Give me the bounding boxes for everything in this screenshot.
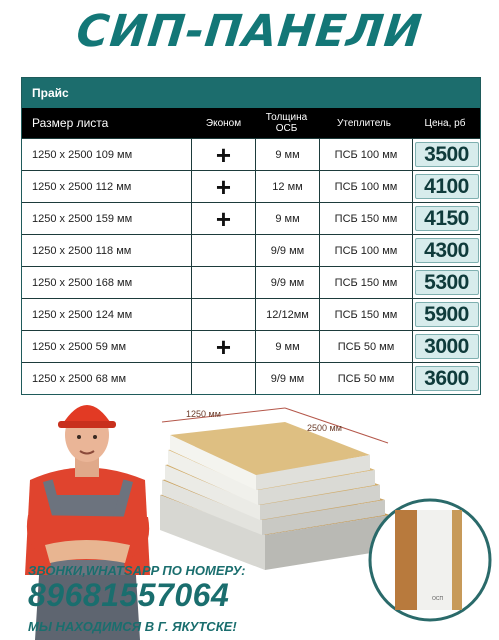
sip-panel-stack <box>160 408 390 570</box>
cell-size: 1250 х 2500 68 мм <box>22 363 192 394</box>
cell-insulation: ПСБ 100 мм <box>320 139 413 170</box>
phone-number[interactable]: 89681557064 <box>28 577 230 613</box>
table-caption: Прайс <box>22 78 480 108</box>
header-size: Размер листа <box>32 115 109 130</box>
cell-size: 1250 х 2500 109 мм <box>22 139 192 170</box>
cell-price-value: 4150 <box>415 206 479 231</box>
wall-section-badge <box>370 500 490 620</box>
table-row <box>22 202 480 234</box>
cell-size: 1250 х 2500 124 мм <box>22 299 192 330</box>
table-body <box>22 138 480 394</box>
cell-insulation: ПСБ 50 мм <box>320 363 413 394</box>
cell-econom <box>192 139 256 170</box>
header-econom: Эконом <box>205 117 242 129</box>
cell-osb: 9/9 мм <box>256 235 320 266</box>
cell-price <box>413 139 480 170</box>
cell-size: 1250 х 2500 118 мм <box>22 235 192 266</box>
cell-price-value: 3000 <box>415 334 479 359</box>
table-row <box>22 266 480 298</box>
table-row <box>22 170 480 202</box>
cell-price <box>413 267 480 298</box>
cell-econom-value: + <box>215 171 232 202</box>
header-osb-line1: Толщина <box>265 112 308 123</box>
cell-econom <box>192 171 256 202</box>
header-osb-line2: ОСБ <box>275 123 298 134</box>
cell-price <box>413 299 480 330</box>
cell-insulation: ПСБ 150 мм <box>320 299 413 330</box>
cell-osb: 9 мм <box>256 331 320 362</box>
location-text: МЫ НАХОДИМСЯ В Г. ЯКУТСКЕ! <box>28 619 237 634</box>
cell-econom-value: + <box>215 139 232 170</box>
cell-osb: 9 мм <box>256 139 320 170</box>
cell-price <box>413 331 480 362</box>
cell-price-value: 4100 <box>415 174 479 199</box>
cell-insulation: ПСБ 100 мм <box>320 171 413 202</box>
table-row <box>22 138 480 170</box>
table-row <box>22 330 480 362</box>
cell-price <box>413 203 480 234</box>
cell-price <box>413 235 480 266</box>
cell-econom-value: + <box>215 203 232 234</box>
cell-econom <box>192 235 256 266</box>
cell-price-value: 4300 <box>415 238 479 263</box>
cell-price-value: 3500 <box>415 142 479 167</box>
price-table <box>21 77 481 395</box>
svg-text:ОСП: ОСП <box>432 596 444 602</box>
header-price: Цена, рб <box>424 117 466 129</box>
cell-insulation: ПСБ 50 мм <box>320 331 413 362</box>
panel-length-label: 2500 мм <box>307 423 342 433</box>
page-title: СИП-ПАНЕЛИ <box>74 6 425 57</box>
cell-econom-value: + <box>215 331 232 362</box>
cell-price-value: 5900 <box>415 302 479 327</box>
cell-osb: 9/9 мм <box>256 363 320 394</box>
cell-price-value: 5300 <box>415 270 479 295</box>
cell-price <box>413 171 480 202</box>
panel-width-label: 1250 мм <box>186 409 221 419</box>
contact-label: ЗВОНКИ,WHATSAPP ПО НОМЕРУ: <box>28 563 246 578</box>
cell-econom <box>192 299 256 330</box>
table-row <box>22 234 480 266</box>
cell-price-value: 3600 <box>415 366 479 391</box>
cell-osb: 12 мм <box>256 171 320 202</box>
cell-econom <box>192 203 256 234</box>
cell-size: 1250 х 2500 159 мм <box>22 203 192 234</box>
cell-econom <box>192 331 256 362</box>
table-header-row <box>22 108 480 138</box>
header-insulation: Утеплитель <box>337 117 391 129</box>
cell-insulation: ПСБ 150 мм <box>320 267 413 298</box>
cell-osb: 12/12мм <box>256 299 320 330</box>
cell-size: 1250 х 2500 112 мм <box>22 171 192 202</box>
table-row <box>22 298 480 330</box>
header-osb <box>255 112 318 134</box>
cell-insulation: ПСБ 100 мм <box>320 235 413 266</box>
cell-econom <box>192 267 256 298</box>
cell-size: 1250 х 2500 59 мм <box>22 331 192 362</box>
cell-osb: 9 мм <box>256 203 320 234</box>
cell-size: 1250 х 2500 168 мм <box>22 267 192 298</box>
cell-osb: 9/9 мм <box>256 267 320 298</box>
cell-insulation: ПСБ 150 мм <box>320 203 413 234</box>
